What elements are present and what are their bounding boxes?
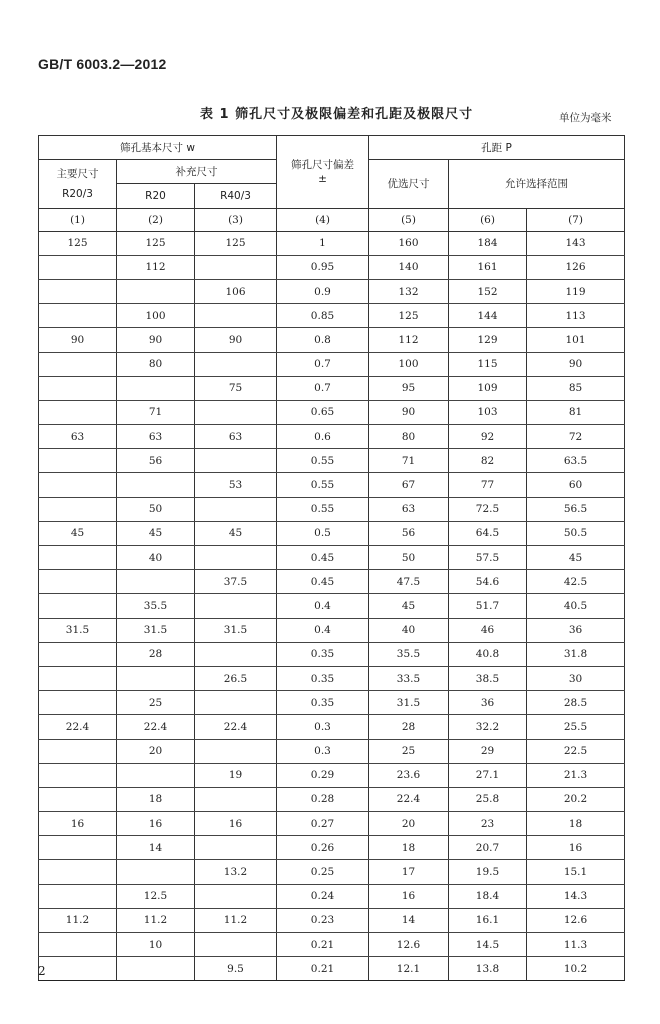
table-cell [117,860,195,884]
column-index-cell: (2) [117,208,195,231]
header-allowed-range: 允许选择范围 [449,160,625,208]
table-cell: 56 [117,449,195,473]
table-cell: 12.1 [369,957,449,981]
table-cell: 31.5 [39,618,117,642]
table-cell: 31.5 [195,618,277,642]
table-cell: 11.2 [117,908,195,932]
table-cell: 0.55 [277,473,369,497]
table-cell: 18 [369,836,449,860]
table-cell: 92 [449,425,527,449]
column-index-cell: (6) [449,208,527,231]
table-cell: 125 [195,231,277,255]
table-cell: 0.29 [277,763,369,787]
table-cell [117,763,195,787]
table-cell: 60 [527,473,625,497]
table-cell: 45 [117,521,195,545]
table-cell: 0.3 [277,715,369,739]
table-cell: 17 [369,860,449,884]
table-cell [39,400,117,424]
header-tolerance-line2: ± [318,172,327,185]
table-cell: 12.6 [527,908,625,932]
table-cell [39,933,117,957]
table-cell: 25 [117,691,195,715]
table-cell: 12.6 [369,933,449,957]
column-index-cell: (1) [39,208,117,231]
table-cell [39,739,117,763]
table-cell: 0.6 [277,425,369,449]
table-cell: 63.5 [527,449,625,473]
table-cell: 22.4 [39,715,117,739]
table-cell: 30 [527,666,625,690]
table-cell: 0.35 [277,691,369,715]
table-cell: 0.65 [277,400,369,424]
table-row [39,933,625,957]
table-cell: 22.5 [527,739,625,763]
table-cell: 90 [369,400,449,424]
table-cell [195,642,277,666]
table-cell: 20 [369,812,449,836]
table-cell [39,279,117,303]
table-cell: 20 [117,739,195,763]
table-cell [195,691,277,715]
table-cell: 16 [39,812,117,836]
table-cell [39,570,117,594]
header-supplementary: 补充尺寸 [117,160,277,184]
table-cell: 125 [117,231,195,255]
table-cell: 0.45 [277,546,369,570]
table-row [39,860,625,884]
table-cell: 0.8 [277,328,369,352]
table-row [39,812,625,836]
table-cell: 125 [39,231,117,255]
table-cell [195,884,277,908]
table-cell: 0.25 [277,860,369,884]
table-cell [39,594,117,618]
header-r40-3: R40/3 [195,184,277,208]
standard-number: GB/T 6003.2—2012 [38,56,167,72]
table-cell [195,739,277,763]
table-cell: 144 [449,304,527,328]
table-row [39,666,625,690]
table-row [39,908,625,932]
table-cell: 0.21 [277,933,369,957]
table-cell [39,666,117,690]
table-cell: 19 [195,763,277,787]
table-cell: 31.5 [117,618,195,642]
table-row [39,400,625,424]
table-cell: 46 [449,618,527,642]
table-cell [39,497,117,521]
table-cell: 90 [195,328,277,352]
table-cell: 71 [117,400,195,424]
table-cell: 64.5 [449,521,527,545]
table-cell: 13.8 [449,957,527,981]
table-row [39,473,625,497]
header-main-series: R20/3 [62,187,93,200]
table-cell: 42.5 [527,570,625,594]
table-row [39,546,625,570]
table-row [39,763,625,787]
table-cell [195,497,277,521]
sieve-aperture-table [38,135,625,981]
table-cell: 11.3 [527,933,625,957]
table-row [39,497,625,521]
table-cell: 119 [527,279,625,303]
table-cell: 0.85 [277,304,369,328]
table-cell: 100 [369,352,449,376]
table-cell: 0.26 [277,836,369,860]
table-cell: 0.35 [277,642,369,666]
table-cell: 95 [369,376,449,400]
table-cell: 1 [277,231,369,255]
table-cell: 57.5 [449,546,527,570]
table-cell: 25.8 [449,787,527,811]
table-cell: 54.6 [449,570,527,594]
table-cell: 0.5 [277,521,369,545]
table-cell: 72 [527,425,625,449]
table-row [39,715,625,739]
table-cell [195,255,277,279]
table-cell: 152 [449,279,527,303]
table-cell: 85 [527,376,625,400]
table-cell: 36 [449,691,527,715]
table-cell: 0.95 [277,255,369,279]
column-index-cell: (7) [527,208,625,231]
table-cell: 14.3 [527,884,625,908]
table-cell [39,836,117,860]
table-cell: 0.23 [277,908,369,932]
table-cell: 81 [527,400,625,424]
table-cell: 25 [369,739,449,763]
table-cell: 31.5 [369,691,449,715]
table-cell: 63 [39,425,117,449]
table-cell [39,957,117,981]
table-cell: 0.45 [277,570,369,594]
table-cell: 16 [369,884,449,908]
table-cell: 0.21 [277,957,369,981]
table-row [39,884,625,908]
table-cell: 25.5 [527,715,625,739]
table-cell: 23 [449,812,527,836]
table-cell: 9.5 [195,957,277,981]
table-cell: 40.8 [449,642,527,666]
header-pitch: 孔距 P [369,136,625,160]
table-cell: 113 [527,304,625,328]
table-cell [195,352,277,376]
table-cell [39,352,117,376]
table-cell: 33.5 [369,666,449,690]
table-cell: 27.1 [449,763,527,787]
table-row [39,279,625,303]
table-cell: 40 [117,546,195,570]
header-main-size [39,160,117,208]
table-cell: 109 [449,376,527,400]
table-cell: 103 [449,400,527,424]
table-row [39,570,625,594]
table-cell: 45 [527,546,625,570]
table-row [39,255,625,279]
table-cell: 71 [369,449,449,473]
table-cell: 161 [449,255,527,279]
table-cell: 35.5 [117,594,195,618]
table-cell: 63 [369,497,449,521]
table-cell [39,255,117,279]
table-cell: 15.1 [527,860,625,884]
page-number: 2 [38,964,46,978]
table-row [39,376,625,400]
table-cell: 51.7 [449,594,527,618]
table-cell [117,473,195,497]
table-row [39,231,625,255]
table-cell [195,400,277,424]
table-cell: 12.5 [117,884,195,908]
table-cell: 16 [527,836,625,860]
table-cell: 14.5 [449,933,527,957]
table-cell: 0.7 [277,352,369,376]
table-cell: 160 [369,231,449,255]
table-cell [195,449,277,473]
table-cell: 14 [369,908,449,932]
table-cell: 22.4 [195,715,277,739]
table-cell [39,884,117,908]
table-cell [195,836,277,860]
table-cell: 16.1 [449,908,527,932]
table-cell: 13.2 [195,860,277,884]
table-cell: 112 [117,255,195,279]
table-cell: 101 [527,328,625,352]
table-cell: 37.5 [195,570,277,594]
table-cell [39,304,117,328]
table-cell: 11.2 [195,908,277,932]
table-cell [39,763,117,787]
table-row [39,425,625,449]
table-cell: 47.5 [369,570,449,594]
table-cell: 106 [195,279,277,303]
table-cell: 50 [117,497,195,521]
table-cell: 29 [449,739,527,763]
table-cell: 14 [117,836,195,860]
table-cell [195,787,277,811]
table-cell: 143 [527,231,625,255]
table-cell: 100 [117,304,195,328]
table-cell: 63 [117,425,195,449]
table-cell: 40 [369,618,449,642]
table-cell [39,473,117,497]
table-cell [117,957,195,981]
table-caption: 表 1 筛孔尺寸及极限偏差和孔距及极限尺寸 [200,107,474,122]
table-cell: 0.27 [277,812,369,836]
table-cell: 67 [369,473,449,497]
table-cell: 90 [527,352,625,376]
table-cell: 129 [449,328,527,352]
table-row [39,787,625,811]
table-cell: 38.5 [449,666,527,690]
table-cell [117,376,195,400]
table-cell: 184 [449,231,527,255]
table-row [39,521,625,545]
table-row [39,836,625,860]
column-index-cell: (3) [195,208,277,231]
header-main-size-label: 主要尺寸 [56,167,99,180]
table-cell: 36 [527,618,625,642]
table-cell [39,376,117,400]
table-cell: 75 [195,376,277,400]
column-index-cell: (5) [369,208,449,231]
table-cell: 10.2 [527,957,625,981]
table-cell: 19.5 [449,860,527,884]
table-row [39,739,625,763]
table-cell: 132 [369,279,449,303]
table-cell: 112 [369,328,449,352]
table-cell: 21.3 [527,763,625,787]
column-index-cell: (4) [277,208,369,231]
table-cell: 115 [449,352,527,376]
table-row [39,618,625,642]
table-row [39,691,625,715]
table-cell: 0.3 [277,739,369,763]
table-cell [195,546,277,570]
header-tolerance [277,136,369,209]
table-row [39,957,625,981]
table-cell: 77 [449,473,527,497]
table-cell: 0.55 [277,497,369,521]
table-cell [195,933,277,957]
table-cell: 140 [369,255,449,279]
table-cell: 56.5 [527,497,625,521]
table-cell: 63 [195,425,277,449]
header-preferred: 优选尺寸 [369,160,449,208]
table-cell: 28 [117,642,195,666]
table-cell [39,546,117,570]
table-cell: 22.4 [117,715,195,739]
table-cell: 126 [527,255,625,279]
table-cell: 72.5 [449,497,527,521]
table-cell: 10 [117,933,195,957]
table-cell [39,449,117,473]
table-cell: 0.7 [277,376,369,400]
table-cell: 22.4 [369,787,449,811]
table-cell: 0.55 [277,449,369,473]
table-cell: 26.5 [195,666,277,690]
header-basic-size: 筛孔基本尺寸 w [39,136,277,160]
table-cell [117,279,195,303]
table-row [39,328,625,352]
table-cell: 80 [369,425,449,449]
table-cell: 16 [117,812,195,836]
table-cell: 18.4 [449,884,527,908]
table-cell [117,570,195,594]
table-row [39,352,625,376]
table-cell: 125 [369,304,449,328]
table-cell: 45 [369,594,449,618]
table-cell [195,304,277,328]
table-cell [39,787,117,811]
table-cell: 80 [117,352,195,376]
table-cell: 0.28 [277,787,369,811]
table-cell: 28 [369,715,449,739]
table-cell: 45 [39,521,117,545]
table-cell: 20.2 [527,787,625,811]
table-cell: 11.2 [39,908,117,932]
table-cell: 82 [449,449,527,473]
table-cell: 18 [117,787,195,811]
table-cell [195,594,277,618]
table-cell: 28.5 [527,691,625,715]
table-cell [39,642,117,666]
table-cell [39,691,117,715]
table-cell: 53 [195,473,277,497]
table-cell: 90 [117,328,195,352]
header-r20: R20 [117,184,195,208]
table-cell: 0.9 [277,279,369,303]
table-cell: 32.2 [449,715,527,739]
table-cell: 16 [195,812,277,836]
table-cell: 0.35 [277,666,369,690]
table-cell: 50 [369,546,449,570]
table-cell: 18 [527,812,625,836]
unit-note: 单位为毫米 [559,112,612,124]
table-cell [39,860,117,884]
table-row [39,642,625,666]
table-cell: 0.4 [277,618,369,642]
header-tolerance-line1: 筛孔尺寸偏差 [291,158,354,171]
table-cell [117,666,195,690]
table-cell: 45 [195,521,277,545]
table-cell: 31.8 [527,642,625,666]
table-cell: 0.24 [277,884,369,908]
table-cell: 23.6 [369,763,449,787]
table-cell: 50.5 [527,521,625,545]
table-row [39,449,625,473]
table-cell: 90 [39,328,117,352]
table-row [39,304,625,328]
table-row [39,594,625,618]
table-cell: 20.7 [449,836,527,860]
table-cell: 56 [369,521,449,545]
table-cell: 0.4 [277,594,369,618]
table-cell: 35.5 [369,642,449,666]
table-cell: 40.5 [527,594,625,618]
